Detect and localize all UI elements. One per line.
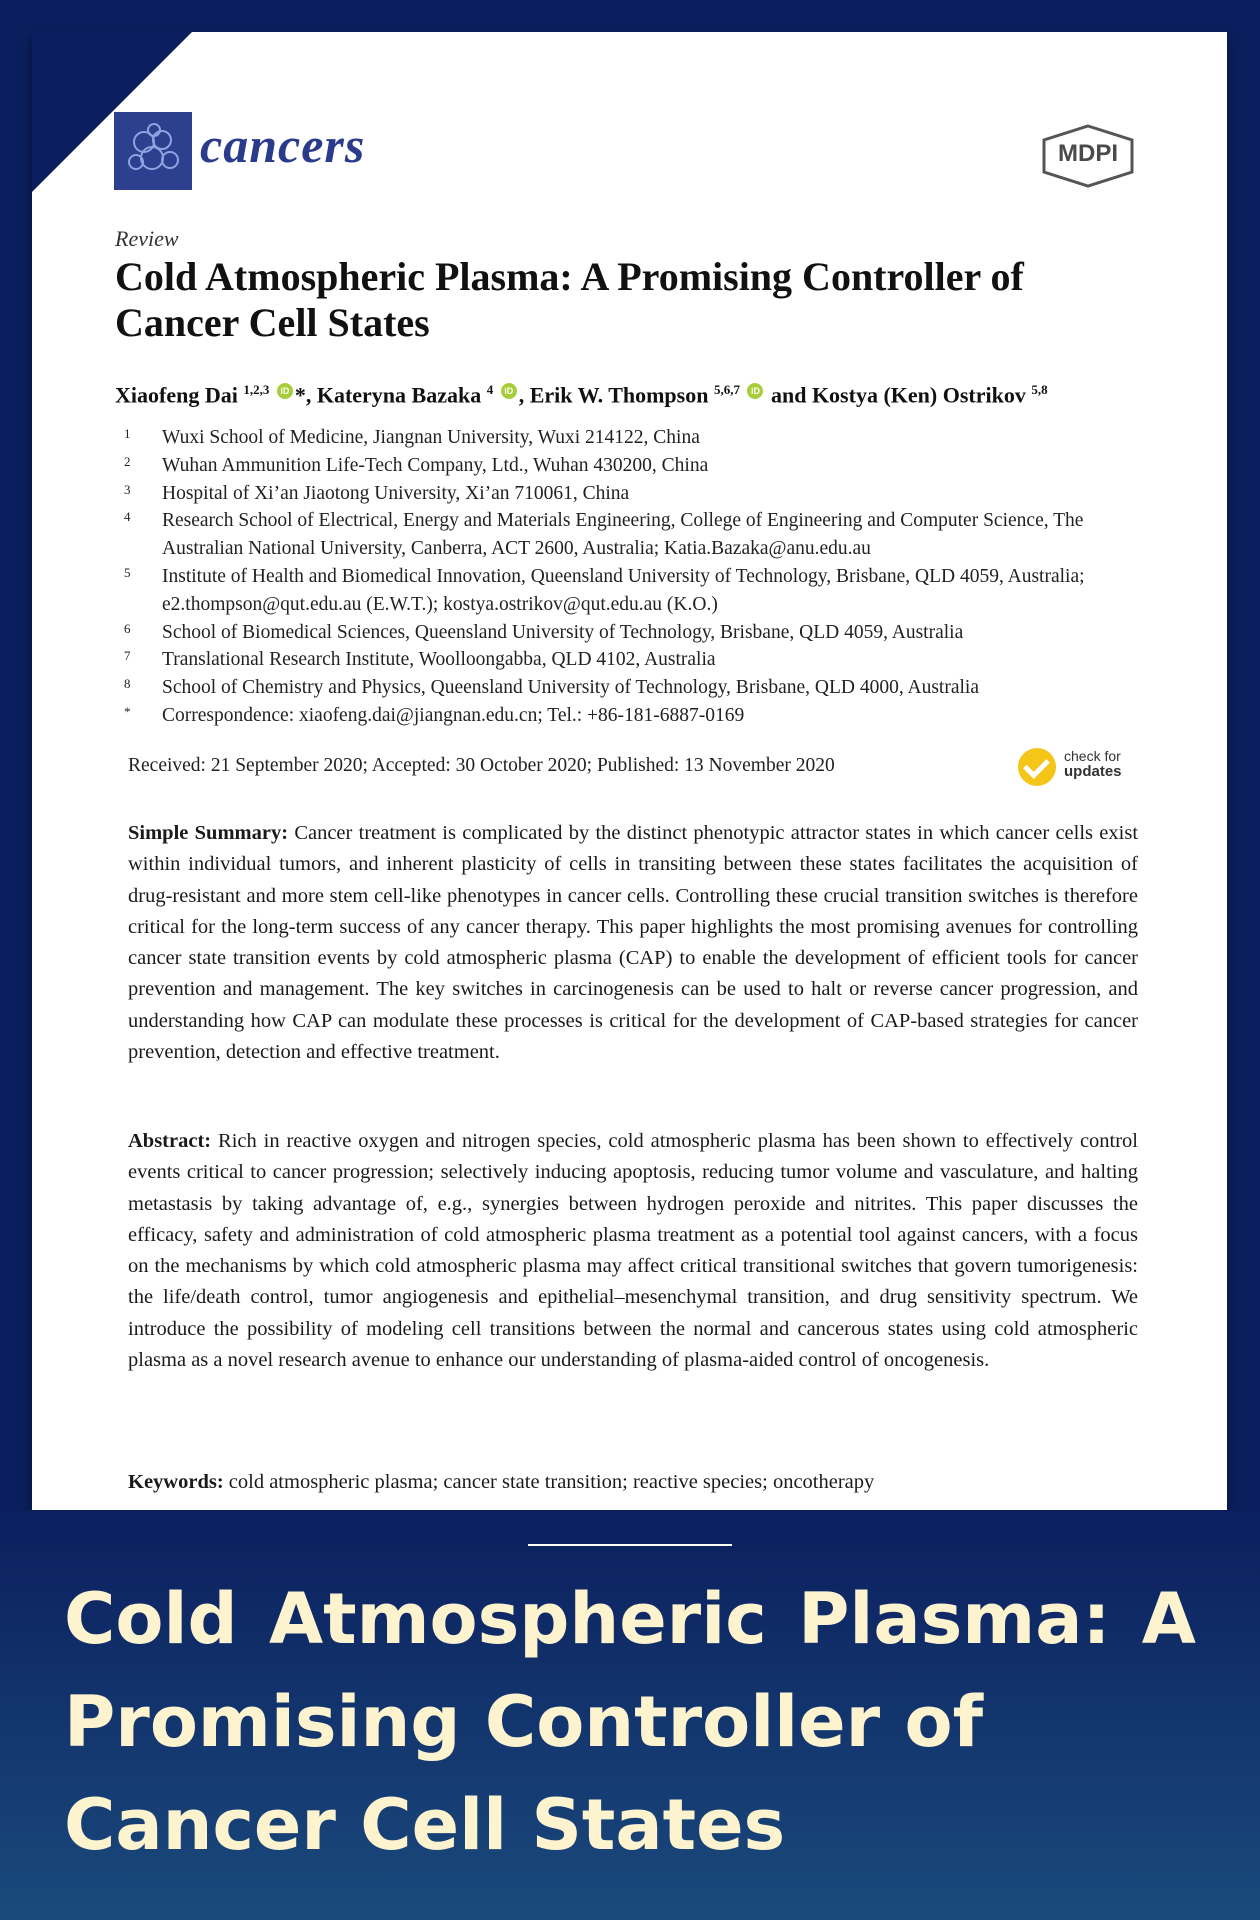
checkmark-icon	[1018, 748, 1056, 786]
journal-logo-icon	[114, 112, 192, 190]
affiliation-text: Institute of Health and Biomedical Innovation, Queensland University of Technology, Brisbane, QLD 4059, Australia; e2.thompson@qut.edu.au (E.W.T.); kostya.ostrikov@qut.edu.au (K.O.)	[162, 565, 1085, 615]
mdpi-logo-icon	[1038, 124, 1138, 188]
paper-title	[115, 254, 1135, 346]
author-name[interactable]: Xiaofeng Dai	[115, 382, 238, 408]
affiliation-item	[124, 619, 1144, 647]
author-suffix: ,	[518, 382, 525, 408]
affiliation-text: Hospital of Xi’an Jiaotong University, Xi’an 710061, China	[162, 482, 630, 504]
publication-dates: Received: 21 September 2020; Accepted: 30 October 2020; Published: 13 November 2020	[128, 755, 835, 776]
affiliation-list	[124, 424, 1144, 730]
article-type: Review	[115, 226, 179, 251]
publisher-name: MDPI	[1058, 140, 1118, 167]
author-affil-ref: 4	[486, 382, 494, 397]
banner-title	[64, 1568, 1196, 1877]
simple-summary	[128, 818, 1138, 1068]
affiliation-num: 2	[124, 453, 131, 469]
affiliation-num: 3	[124, 481, 131, 497]
banner-word: Atmospheric	[268, 1578, 767, 1660]
orcid-icon[interactable]: iD	[747, 383, 763, 399]
title-banner	[0, 1510, 1260, 1920]
abstract-label: Abstract:	[128, 1130, 212, 1152]
author-name[interactable]: Kateryna Bazaka	[316, 382, 482, 408]
affiliation-num: 5	[124, 564, 131, 580]
check-for-updates-button[interactable]	[1018, 744, 1138, 788]
keywords-label: Keywords:	[128, 1471, 224, 1493]
orcid-icon[interactable]: iD	[277, 383, 293, 399]
affiliation-num: 7	[124, 648, 131, 664]
affiliation-text: School of Chemistry and Physics, Queensland University of Technology, Brisbane, QLD 4000, Australia	[162, 677, 979, 699]
affiliation-item	[124, 424, 1144, 452]
banner-divider	[528, 1544, 732, 1546]
author-name[interactable]: and Kostya (Ken) Ostrikov	[770, 382, 1026, 408]
banner-title-line1	[64, 1568, 1196, 1671]
affiliation-num: 4	[124, 509, 131, 525]
affiliation-item	[124, 563, 1144, 619]
affiliation-item	[124, 674, 1144, 702]
summary-text: Cancer treatment is complicated by the distinct phenotypic attractor states in which cancer cells exist within individual tumors, and inherent plasticity of cells in transiting between these states facilitates the acquisition of drug-resistant and more stem cell-like phenotypes in cancer cells. Controlling these crucial transition switches is therefore critical for the long-term success of any cancer therapy. This paper highlights the most promising avenues for controlling cancer state transition events by cold atmospheric plasma (CAP) to enable the development of efficient tools for cancer prevention and management. The key switches in carcinogenesis can be used to halt or reverse cancer progression, and understanding how CAP can modulate these processes is critical for the development of CAP-based strategies for cancer prevention, detection and effective treatment.	[128, 822, 1139, 1064]
banner-word: Plasma:	[798, 1578, 1111, 1660]
banner-title-line3: Cancer Cell States	[64, 1784, 786, 1866]
affiliation-num: 6	[124, 620, 131, 636]
affiliation-text: Wuxi School of Medicine, Jiangnan University, Wuxi 214122, China	[162, 427, 700, 448]
abstract-text: Rich in reactive oxygen and nitrogen species, cold atmospheric plasma has been shown to effectively control events critical to cancer progression; selectively inducing apoptosis, reducing tumor volume and vasculature, and halting metastasis by taking advantage of, e.g., synergies between hydrogen peroxide and nitrites. This paper discusses the efficacy, safety and administration of cold atmospheric plasma treatment as a potential tool against cancers, with a focus on the mechanisms by which cold atmospheric plasma may affect critical transitional switches that govern tumorigenesis: the life/death control, tumor angiogenesis and epithelial–mesenchymal transition, and drug sensitivity spectrum. We introduce the possibility of modeling cell transitions between the normal and cancerous states using cold atmospheric plasma as a novel research avenue to enhance our understanding of plasma-aided control of oncogenesis.	[128, 1130, 1139, 1372]
paper-title-line1: Cold Atmospheric Plasma: A Promising Controller of	[115, 254, 1024, 299]
affiliation-text: Research School of Electrical, Energy and Materials Engineering, College of Engineering and Computer Science, The Australian National University, Canberra, ACT 2600, Australia; Katia.Bazaka@anu.edu.au	[162, 510, 1084, 560]
banner-title-line2: Promising Controller of	[64, 1681, 984, 1763]
orcid-icon[interactable]: iD	[501, 383, 517, 399]
author-list	[115, 382, 1145, 408]
author-affil-ref: 5,6,7	[713, 382, 740, 397]
author-affil-ref: 1,2,3	[243, 382, 270, 397]
banner-word: A	[1141, 1578, 1196, 1660]
affiliation-num: *	[124, 703, 131, 719]
author-suffix: *,	[294, 382, 312, 408]
affiliation-num: 1	[124, 426, 131, 441]
correspondence-text[interactable]: Correspondence: xiaofeng.dai@jiangnan.edu.cn; Tel.: +86-181-6887-0169	[162, 704, 745, 726]
banner-word: Cold	[64, 1578, 238, 1660]
check-updates-line1: check for	[1064, 748, 1121, 764]
summary-label: Simple Summary:	[128, 822, 289, 844]
affiliation-item	[124, 507, 1144, 563]
affiliation-item	[124, 452, 1144, 480]
author-affil-ref: 5,8	[1031, 382, 1048, 397]
author-name[interactable]: Erik W. Thompson	[529, 382, 709, 408]
keywords-text: cold atmospheric plasma; cancer state transition; reactive species; oncotherapy	[228, 1471, 875, 1493]
journal-name: cancers	[200, 117, 366, 173]
check-updates-line2: updates	[1064, 763, 1122, 780]
affiliation-text: Translational Research Institute, Woolloongabba, QLD 4102, Australia	[162, 649, 716, 671]
affiliation-item	[124, 480, 1144, 508]
correspondence-item	[124, 702, 1144, 730]
paper-title-line2: Cancer Cell States	[115, 300, 430, 345]
check-updates-label	[1064, 748, 1122, 780]
abstract	[128, 1126, 1138, 1376]
keywords	[128, 1467, 1138, 1498]
affiliation-item	[124, 646, 1144, 674]
affiliation-num: 8	[124, 676, 131, 692]
affiliation-text: Wuhan Ammunition Life-Tech Company, Ltd., Wuhan 430200, China	[162, 454, 709, 476]
affiliation-text: School of Biomedical Sciences, Queensland University of Technology, Brisbane, QLD 4059, Australia	[162, 621, 964, 643]
